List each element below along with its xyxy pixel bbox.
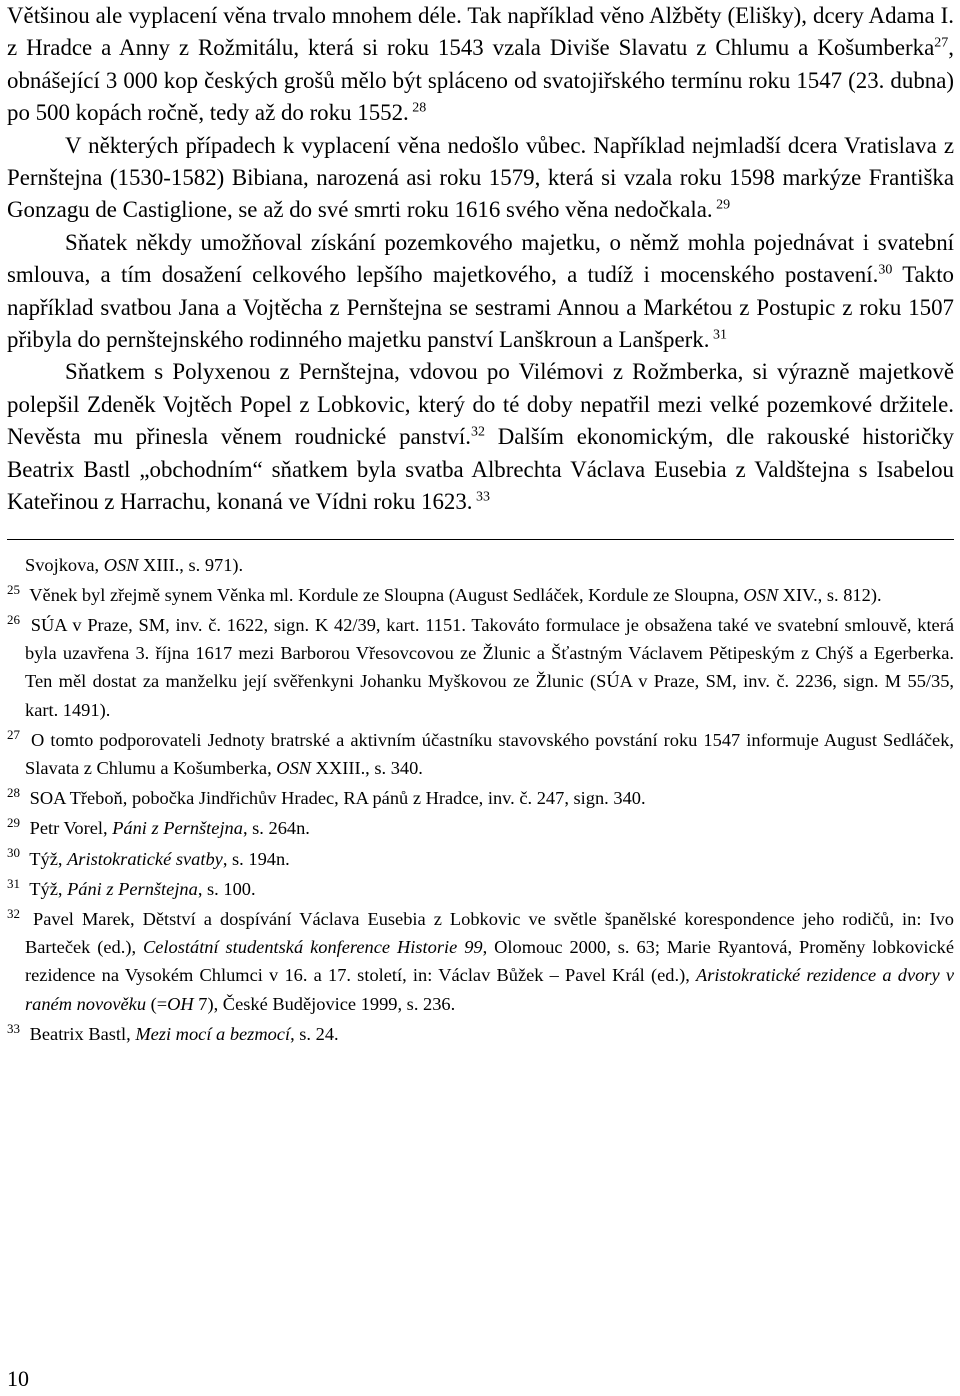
italic-title: OSN (743, 584, 779, 605)
footnote-29: 29 Petr Vorel, Páni z Pernštejna, s. 264n. (7, 815, 310, 839)
italic-title: Aristokratické svatby (67, 848, 223, 869)
footnote-reference: 28 (408, 100, 427, 116)
text-run: (= (146, 993, 168, 1014)
footnote-28: 28 SOA Třeboň, pobočka Jindřichův Hradec, RA pánů z Hradce, inv. č. 247, sign. 340. (7, 785, 646, 809)
text-run: Věnek byl zřejmě synem Věnka ml. Kordule ze Sloupna (August Sedláček, Kordule ze Sloupna, (25, 584, 744, 605)
footnote-reference: 32 (470, 424, 485, 440)
text-run: , s. 24. (290, 1023, 339, 1044)
footnote-31: 31 Týž, Páni z Pernštejna, s. 100. (7, 875, 256, 899)
text-run: SÚA v Praze, SM, inv. č. 1622, sign. K 42/39, kart. 1151. Takováto formulace je obsažena také ve svatební smlouvě, která byla uzavřena 3. října 1617 mezi Barborou Vřesovcovou ze Žlunic a Šťastným Václavem Pětipeským z Chýš a Egerberka. Ten měl dostat za manželku její svěřenkyni Johanku Myškovou ze Žlunic (SÚA v Praze, SM, inv. č. 2236, sign. M 55/35, kart. 1491). (25, 614, 954, 720)
paragraph (7, 356, 954, 518)
text-run: Většinou ale vyplacení věna trvalo mnohem déle. Tak například věno Alžběty (Elišky), dcery Adama I. z Hradce a Anny z Rožmitálu, která si roku 1543 vzala Diviše Slavatu z Chlumu a Košumberka (7, 3, 954, 61)
footnote-continuation (7, 551, 954, 579)
paragraph (7, 227, 954, 357)
text-run: Beatrix Bastl, (25, 1023, 136, 1044)
footnote-25: 25 Věnek byl zřejmě synem Věnka ml. Kordule ze Sloupna (August Sedláček, Kordule ze Sloupna, OSN XIV., s. 812). (7, 581, 882, 605)
main-text (7, 0, 954, 519)
footnote-30: 30 Týž, Aristokratické svatby, s. 194n. (7, 845, 290, 869)
page-number: 10 (7, 1366, 29, 1391)
italic-title: OSN (103, 554, 139, 575)
text-run: , obnášející 3 000 kop českých grošů mělo být spláceno od svatojiřského termínu roku 1547 (23. dubna) po 500 kopách ročně, tedy až do roku 1552. (7, 35, 954, 126)
text-run: , Olomouc 2000, s. 63; Marie Ryantová, Proměny lobkovické rezidence na Vysokém Chlumci v 16. a 17. století, in: Václav Bůžek – Pavel Král (ed.), (25, 937, 955, 986)
italic-title: OH (167, 993, 194, 1014)
italic-title: Aristokratické rezidence a dvory v raném novověku (25, 965, 954, 1014)
footnote-26: 26 SÚA v Praze, SM, inv. č. 1622, sign. K 42/39, kart. 1151. Takováto formulace je obsažena také ve svatební smlouvě, která byla uzavřena 3. října 1617 mezi Barborou Vřesovcovou ze Žlunic a Šťastným Václavem Pětipeským z Chýš a Egerberka. Ten měl dostat za manželku její svěřenkyni Johanku Myškovou ze Žlunic (SÚA v Praze, SM, inv. č. 2236, sign. M 55/35, kart. 1491). (7, 611, 954, 720)
footnote-reference: 31 (709, 327, 727, 343)
text-run: SOA Třeboň, pobočka Jindřichův Hradec, RA pánů z Hradce, inv. č. 247, sign. 340. (25, 788, 646, 809)
footnote-reference: 33 (472, 489, 491, 505)
footnote-separator (7, 539, 954, 540)
text-run: V některých případech k vyplacení věna nedošlo vůbec. Například nejmladší dcera Vratislava z Pernštejna (1530-1582) Bibiana, narozená asi roku 1579, která si vzala roku 1598 markýze Františka Gonzagu de Castiglione, se až do své smrti roku 1616 svého věna nedočkala. (7, 132, 954, 223)
text-run: Takto například svatbou Jana a Vojtěcha z Pernštejna se sestrami Annou a Markétou z Postupic z roku 1507 přibyla do pernštejnského rodinného majetku panství Lanškroun a Lanšperk. (7, 262, 954, 353)
italic-title: Mezi mocí a bezmocí (135, 1023, 291, 1044)
text-run: , s. 194n. (222, 848, 290, 869)
paragraph (7, 130, 954, 227)
text-run: Sňatkem s Polyxenou z Pernštejna, vdovou po Vilémovi z Rožmberka, si výrazně majetkově polepšil Zdeněk Vojtěch Popel z Lobkovic, který do té doby nepatřil mezi velké pozemkové držitele. Nevěsta mu přinesla věnem roudnické panství. (7, 359, 954, 450)
text-run: Petr Vorel, (25, 818, 113, 839)
text-run: , s. 264n. (242, 818, 310, 839)
text-run: , s. 100. (197, 878, 256, 899)
footnote-reference: 29 (712, 197, 731, 213)
text-run: Svojkova, (25, 554, 104, 575)
text-run: Sňatek někdy umožňoval získání pozemkového majetku, o němž mohla pojednávat i svatební smlouva, a tím dosažení celkového lepšího majetkového, a tudíž i mocenského postavení. (7, 229, 954, 288)
text-run: XIII., s. 971). (138, 554, 244, 575)
footnote-reference: 30 (878, 262, 893, 278)
text-run: Pavel Marek, Dětství a dospívání Václava Eusebia z Lobkovic ve světle španělské korespondence jeho rodičů, in: Ivo Barteček (ed.), (25, 908, 954, 958)
footnote-27: 27 O tomto podporovateli Jednoty bratrské a aktivním účastníku stavovského povstání roku 1547 informuje August Sedláček, Slavata z Chlumu a Košumberka, OSN XXIII., s. 340. (7, 726, 954, 778)
italic-title: Páni z Pernštejna (112, 818, 243, 839)
text-run: 7), České Budějovice 1999, s. 236. (193, 993, 456, 1014)
text-run: Týž, (25, 878, 68, 899)
italic-title: Celostátní studentská konference Historie 99 (143, 937, 483, 958)
text-run: XXIII., s. 340. (311, 757, 423, 778)
footnotes-section (7, 551, 954, 1048)
footnote-reference: 27 (934, 35, 949, 51)
text-run: O tomto podporovateli Jednoty bratrské a aktivním účastníku stavovského povstání roku 1547 informuje August Sedláček, Slavata z Chlumu a Košumberka, (25, 729, 954, 778)
italic-title: OSN (276, 757, 312, 778)
italic-title: Páni z Pernštejna (67, 878, 198, 899)
text-run: Týž, (25, 848, 68, 869)
text-run: XIV., s. 812). (778, 584, 882, 605)
footnote-33: 33 Beatrix Bastl, Mezi mocí a bezmocí, s. 24. (7, 1020, 339, 1044)
text-run: Dalším ekonomickým, dle rakouské historičky Beatrix Bastl „obchodním“ sňatkem byla svatba Albrechta Václava Eusebia z Valdštejna s Isabelou Kateřinou z Harrachu, konaná ve Vídni roku 1623. (7, 424, 954, 515)
paragraph (7, 0, 954, 130)
footnote-32: 32 Pavel Marek, Dětství a dospívání Václava Eusebia z Lobkovic ve světle španělské korespondence jeho rodičů, in: Ivo Barteček (ed.), Celostátní studentská konference Historie 99, Olomouc 2000, s. 63; Marie Ryantová, Proměny lobkovické rezidence na Vysokém Chlumci v 16. a 17. století, in: Václav Bůžek – Pavel Král (ed.), Aristokratické rezidence a dvory v raném novověku (=OH 7), České Budějovice 1999, s. 236. (7, 905, 955, 1014)
